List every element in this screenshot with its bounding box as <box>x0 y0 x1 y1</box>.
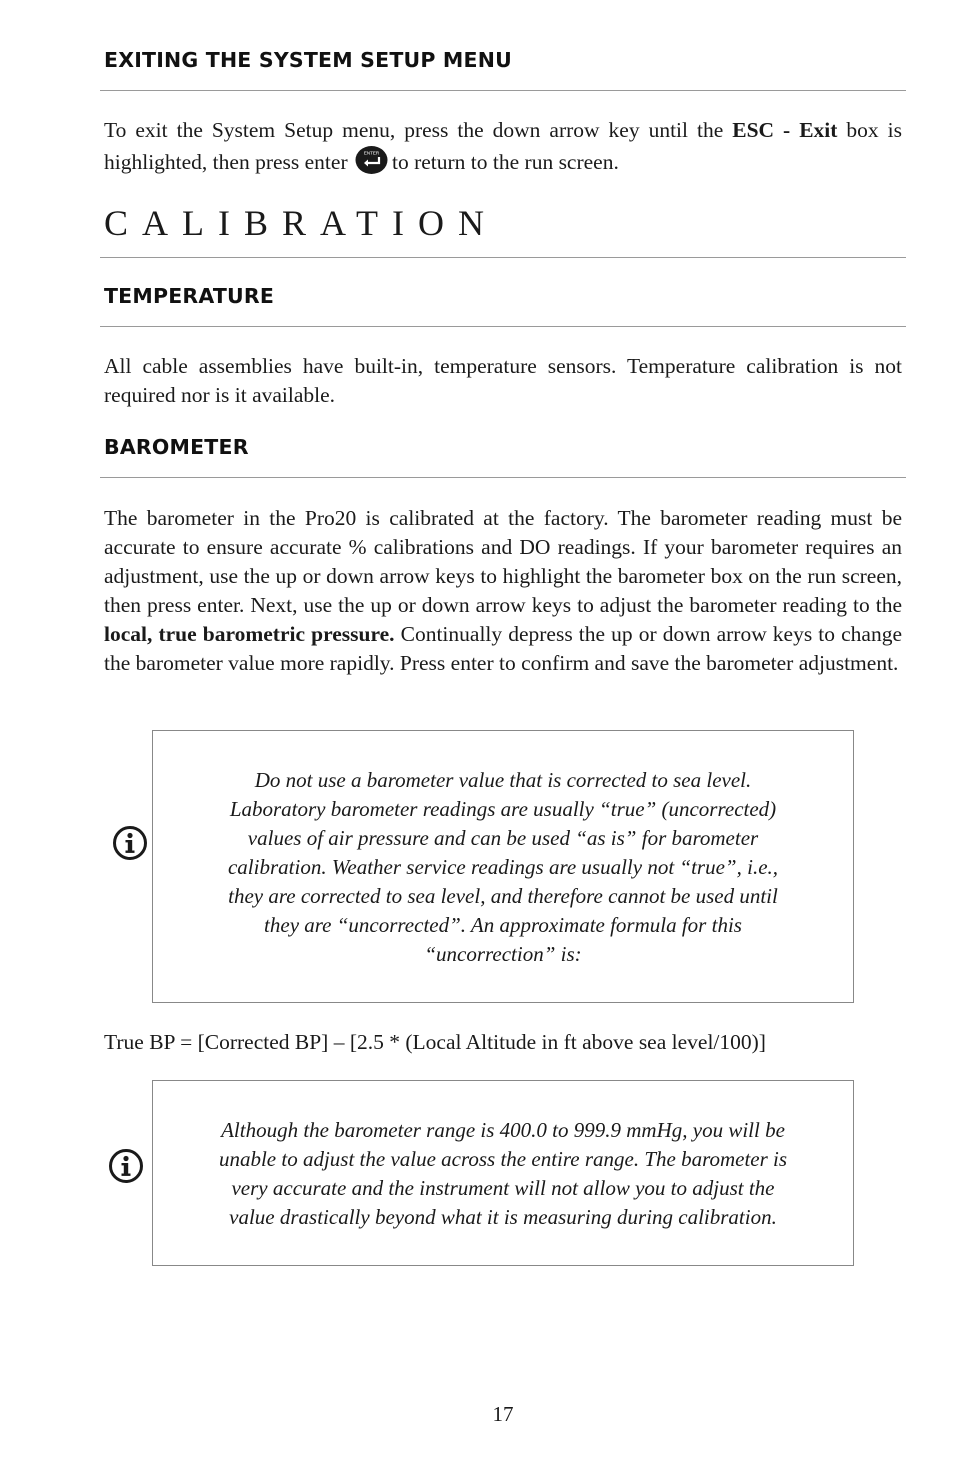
note-line: value drastically beyond what it is measuring during calibration. <box>229 1205 777 1229</box>
divider <box>100 257 906 258</box>
note-line: Do not use a barometer value that is corrected to sea level. <box>254 768 752 792</box>
section-heading-exiting: EXITING THE SYSTEM SETUP MENU <box>104 48 512 72</box>
barometer-paragraph <box>104 504 902 678</box>
note-text <box>153 766 853 969</box>
exit-paragraph <box>104 116 902 177</box>
exit-text-2: box is highlighted, then press enter <box>104 118 902 174</box>
divider <box>100 477 906 478</box>
barometer-text-2: Continually depress the up or down arrow keys to change the barometer value more rapidly. Press enter to confirm and save the barometer adjustment. <box>104 622 902 675</box>
note-box-sea-level <box>152 730 854 1003</box>
section-heading-barometer: BAROMETER <box>104 435 249 459</box>
barometer-bold-text: local, true barometric pressure. <box>104 622 395 646</box>
note-box-barometer-range <box>152 1080 854 1266</box>
divider <box>100 90 906 91</box>
info-icon <box>108 1148 144 1184</box>
enter-key-icon <box>355 145 388 175</box>
chapter-title: CALIBRATION <box>104 203 498 243</box>
note-line: they are corrected to sea level, and therefore cannot be used until <box>228 884 778 908</box>
section-heading-temperature: TEMPERATURE <box>104 284 275 308</box>
divider <box>100 326 906 327</box>
esc-exit-label: ESC - Exit <box>732 118 838 142</box>
note-line: very accurate and the instrument will not allow you to adjust the <box>231 1176 775 1200</box>
page-number: 17 <box>492 1402 514 1426</box>
barometer-text-1: The barometer in the Pro20 is calibrated at the factory. The barometer reading must be accurate to ensure accurate % calibrations and DO readings. If your barometer requires an adjustment, use the up or down arrow keys to highlight the barometer box on the run screen, then press enter. Next, use the up or down arrow keys to adjust the barometer reading to the <box>104 506 902 617</box>
note-text <box>153 1116 853 1232</box>
exit-text-1: To exit the System Setup menu, press the down arrow key until the <box>104 118 733 142</box>
note-line: unable to adjust the value across the entire range. The barometer is <box>218 1147 788 1171</box>
exit-text-3: to return to the run screen. <box>391 150 619 174</box>
temperature-paragraph: All cable assemblies have built-in, temperature sensors. Temperature calibration is not required nor is it available. <box>104 354 902 407</box>
formula: True BP = [Corrected BP] – [2.5 * (Local Altitude in ft above sea level/100)] <box>104 1030 766 1054</box>
note-line: Laboratory barometer readings are usually “true” (uncorrected) <box>229 797 777 821</box>
note-line: calibration. Weather service readings are usually not “true”, i.e., <box>227 855 779 879</box>
note-line: “uncorrection” is: <box>424 942 582 966</box>
info-icon <box>112 825 148 861</box>
enter-key-label: ENTER <box>363 150 380 156</box>
note-line: Although the barometer range is 400.0 to 999.9 mmHg, you will be <box>221 1118 785 1142</box>
note-line: they are “uncorrected”. An approximate formula for this <box>264 913 742 937</box>
note-line: values of air pressure and can be used “as is” for barometer <box>247 826 759 850</box>
